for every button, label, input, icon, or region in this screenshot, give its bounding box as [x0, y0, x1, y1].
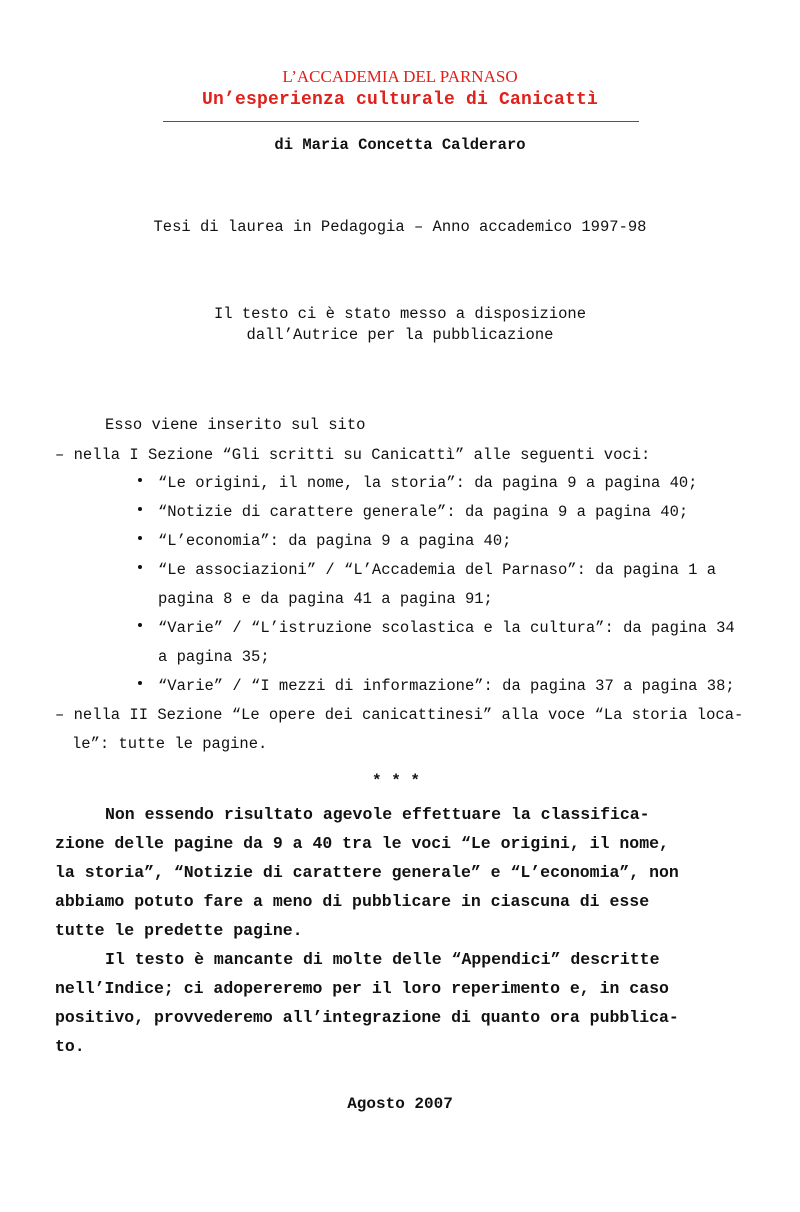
note-line-2: dall’Autrice per la pubblicazione	[246, 326, 554, 344]
note-line-1: Il testo ci è stato messo a disposizione	[213, 305, 587, 323]
thesis-line: Tesi di laurea in Pedagogia – Anno accademico 1997-98	[153, 218, 647, 236]
bullet-icon	[138, 623, 142, 627]
availability-note	[0, 304, 800, 346]
list-item: “Notizie di carattere generale”: da pagina 9 a pagina 40;	[158, 503, 689, 521]
list-item-continuation: pagina 8 e da pagina 41 a pagina 91;	[158, 590, 493, 608]
paragraph-1-line: zione delle pagine da 9 a 40 tra le voci “Le origini, il nome,	[55, 834, 669, 853]
bullet-icon	[138, 507, 142, 511]
list-item: “Varie” / “L’istruzione scolastica e la cultura”: da pagina 34	[158, 619, 735, 637]
section-separator: * * *	[372, 772, 421, 790]
document-title: L’ACCADEMIA DEL PARNASO	[282, 67, 518, 86]
bullet-icon	[138, 681, 142, 685]
document-subtitle: Un’esperienza culturale di Canicattì	[201, 90, 599, 110]
paragraph-2-line: to.	[55, 1037, 85, 1056]
paragraph-1-line: Non essendo risultato agevole effettuare la classifica-	[105, 805, 650, 824]
intro-line: Esso viene inserito sul sito	[105, 416, 366, 434]
section-1-label: – nella I Sezione “Gli scritti su Canicattì” alle seguenti voci:	[55, 446, 651, 464]
list-item-continuation: a pagina 35;	[158, 648, 270, 666]
list-item: “L’economia”: da pagina 9 a pagina 40;	[158, 532, 512, 550]
paragraph-2-line: positivo, provvederemo all’integrazione di quanto ora pubblica-	[55, 1008, 679, 1027]
paragraph-1-line: tutte le predette pagine.	[55, 921, 303, 940]
section-2-line-2: le”: tutte le pagine.	[72, 735, 268, 753]
paragraph-1-line: abbiamo potuto fare a meno di pubblicare in ciascuna di esse	[55, 892, 650, 911]
document-date: Agosto 2007	[347, 1095, 453, 1113]
section-2-line-1: – nella II Sezione “Le opere dei canicattinesi” alla voce “La storia loca-	[55, 706, 744, 724]
bullet-icon	[138, 478, 142, 482]
bullet-icon	[138, 565, 142, 569]
paragraph-2-line: Il testo è mancante di molte delle “Appendici” descritte	[105, 950, 660, 969]
author-line: di Maria Concetta Calderaro	[274, 136, 526, 154]
title-divider	[163, 121, 639, 122]
paragraph-1-line: la storia”, “Notizie di carattere generale” e “L’economia”, non	[55, 863, 679, 882]
list-item: “Le associazioni” / “L’Accademia del Parnaso”: da pagina 1 a	[158, 561, 717, 579]
bullet-icon	[138, 536, 142, 540]
list-item: “Varie” / “I mezzi di informazione”: da pagina 37 a pagina 38;	[158, 677, 735, 695]
list-item: “Le origini, il nome, la storia”: da pagina 9 a pagina 40;	[158, 474, 698, 492]
paragraph-2-line: nell’Indice; ci adopereremo per il loro reperimento e, in caso	[55, 979, 669, 998]
